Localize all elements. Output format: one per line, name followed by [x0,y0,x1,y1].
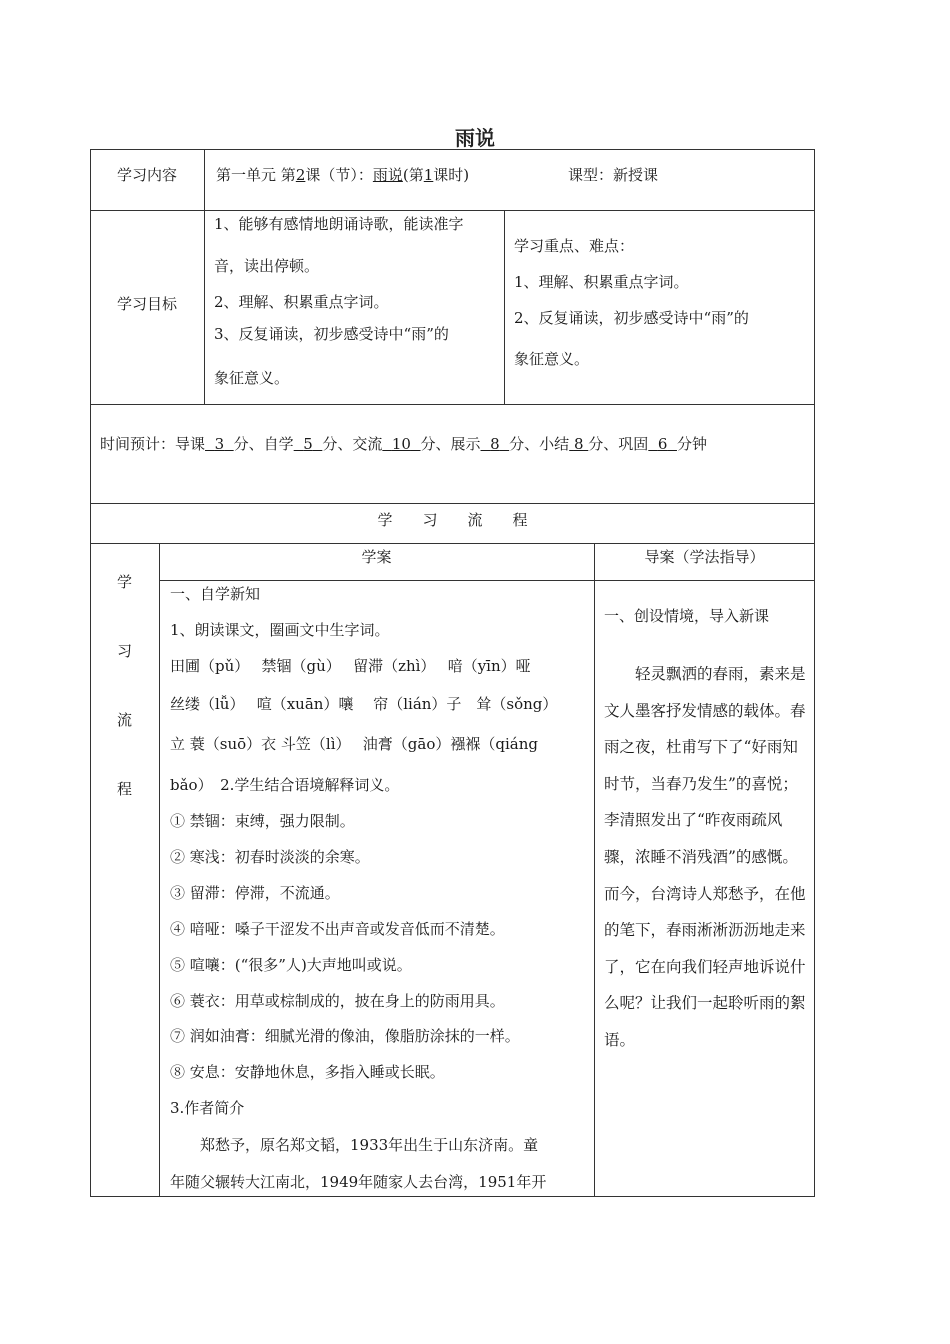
goal-line: 象征意义。 [214,369,290,387]
guide-body: 轻灵飘洒的春雨，素来是文人墨客抒发情感的载体。春雨之夜，杜甫写下了“好雨知时节，当春乃发生”的喜悦；李清照发出了“昨夜雨疏风骤，浓睡不消残酒”的感慨。而今，台湾诗人郑愁予，在他的笔下，春雨淅淅沥沥地走来了，它在向我们轻声地诉说什么呢？让我们一起聆听雨的絮语。 [604,665,806,1049]
lesson-number: 2 [295,166,306,184]
definition-line: ⑥ 蓑衣：用草或棕制成的，披在身上的防雨用具。 [170,992,505,1010]
row-divider [90,404,815,405]
period-post: 课时) [433,166,470,184]
unit-text: 第一单元 [216,166,277,184]
definition-line: ② 寒浅：初春时淡淡的余寒。 [170,848,370,866]
row-divider [90,503,815,504]
study-line: 一、自学新知 [170,585,261,603]
row-divider [159,580,815,581]
row-divider [90,210,815,211]
author-bio-line: 年随父辗转大江南北，1949年随家人去台湾，1951年开 [170,1173,547,1191]
study-line: 立 蓑（suō）衣 斗笠（lì） 油膏（gāo）襁褓（qiáng [170,735,538,753]
col-divider [504,210,505,404]
row-divider [90,543,815,544]
time-sep: 分、自学 [233,435,294,453]
keypoint-line: 2、反复诵读，初步感受诗中“雨”的 [514,309,749,327]
time-value: 8 [573,435,584,453]
keypoint-line: 学习重点、难点： [514,237,635,255]
time-sep: 分、小结 [509,435,570,453]
definition-line: ⑦ 润如油膏：细腻光滑的像油，像脂肪涂抹的一样。 [170,1027,520,1045]
side-label-char: 流 [116,711,132,729]
goal-line: 音，读出停顿。 [214,257,320,275]
col-divider [594,543,595,1197]
side-label-char: 习 [116,642,132,660]
time-prefix: 时间预计：导课 [100,435,206,453]
time-value: 10 [391,435,411,453]
side-label-char: 程 [116,780,132,798]
lesson-type: 课型：新授课 [568,166,659,184]
lesson-topic: 雨说 [372,166,403,184]
study-plan-header: 学案 [361,548,392,566]
definition-line: ⑧ 安息：安静地休息，多指入睡或长眠。 [170,1063,445,1081]
page-title: 雨说 [455,126,495,150]
keypoint-line: 1、理解、积累重点字词。 [514,273,689,291]
study-line: 丝缕（lǚ） 喧（xuān）嚷 帘（lián）子 耸（sǒng） [170,695,558,713]
definition-line: ④ 喑哑：嗓子干涩发不出声音或发音低而不清楚。 [170,920,505,938]
time-value: 8 [490,435,500,453]
keypoint-line: 象征意义。 [514,350,590,368]
guide-heading: 一、创设情境，导入新课 [604,607,770,625]
definition-line: ⑤ 喧嚷：(“很多”人)大声地叫或说。 [170,956,412,974]
content-label: 学习内容 [116,166,177,184]
goal-line: 2、理解、积累重点字词。 [214,293,389,311]
study-line: bǎo） 2.学生结合语境解释词义。 [170,776,400,794]
time-value: 6 [657,435,668,453]
process-banner: 学 习 流 程 [377,511,528,529]
col-divider [204,149,205,404]
time-sep: 分钟 [676,435,707,453]
study-line: 田圃（pǔ） 禁锢（gù） 留滞（zhì） 喑（yīn）哑 [170,657,531,675]
time-value: 3 [214,435,225,453]
period-pre: (第 [402,166,424,184]
lesson-info [216,165,469,185]
side-label-char: 学 [116,573,132,591]
time-sep: 分、交流 [322,435,383,453]
lesson-post: 课（节）： [305,166,373,184]
author-heading: 3.作者简介 [170,1099,245,1117]
lesson-pre: 第 [280,166,296,184]
goal-line: 1、能够有感情地朗诵诗歌，能读准字 [214,215,464,233]
definition-line: ① 禁锢：束缚，强力限制。 [170,812,355,830]
col-divider [159,543,160,1197]
guide-header: 导案（学法指导） [644,548,765,566]
definition-line: ③ 留滞：停滞，不流通。 [170,884,340,902]
time-sep: 分、巩固 [588,435,649,453]
goals-label: 学习目标 [116,295,177,313]
time-estimate [100,434,707,454]
author-bio-line: 郑愁予，原名郑文韬，1933年出生于山东济南。童 [170,1136,539,1154]
period-number: 1 [423,166,434,184]
time-sep: 分、展示 [420,435,481,453]
goal-line: 3、反复诵读，初步感受诗中“雨”的 [214,325,449,343]
study-line: 1、朗读课文，圈画文中生字词。 [170,621,390,639]
time-value: 5 [303,435,313,453]
